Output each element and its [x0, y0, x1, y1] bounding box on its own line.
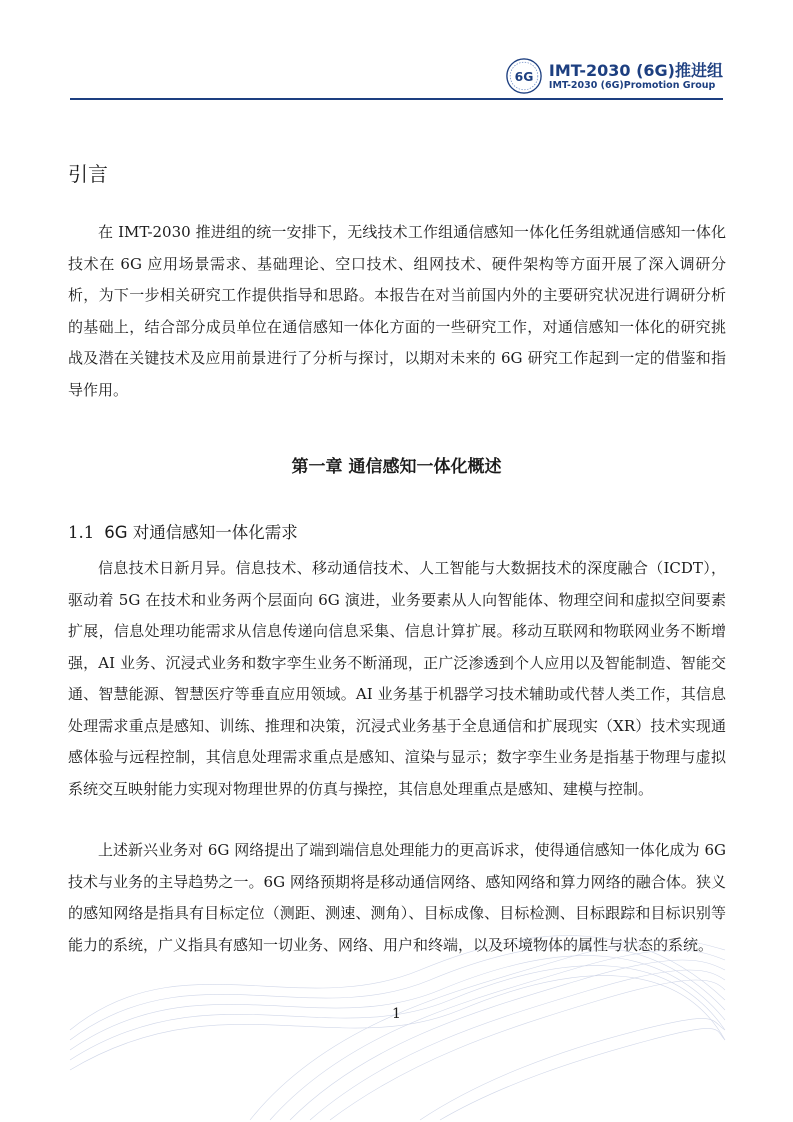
imt2030-logo-icon [505, 57, 543, 95]
section-title-text: 6G 对通信感知一体化需求 [104, 523, 298, 542]
chapter-heading: 第一章 通信感知一体化概述 [291, 457, 502, 477]
section-paragraph-2: 上述新兴业务对 6G 网络提出了端到端信息处理能力的更高诉求，使得通信感知一体化成为 6G 技术与业务的主导趋势之一。6G 网络预期将是移动通信网络、感知网络和算力网络的融合体。狭义的感知网络是指具有目标定位（测距、测速、测角）、目标成像、目标检测、目标跟踪和目标识别等能力的系统，广义指具有感知一切业务、网络、用户和终端，以及环境物体的属性与状态的系统。 [68, 841, 726, 954]
section-paragraph-1: 信息技术日新月异。信息技术、移动通信技术、人工智能与大数据技术的深度融合（ICDT），驱动着 5G 在技术和业务两个层面向 6G 演进，业务要素从人向智能体、物理空间和虚拟空间要素扩展，信息处理功能需求从信息传递向信息采集、信息计算扩展。移动互联网和物联网业务不断增强，AI 业务、沉浸式业务和数字孪生业务不断涌现，正广泛渗透到个人应用以及智能制造、智能交通、智慧能源、智慧医疗等垂直应用领域。AI 业务基于机器学习技术辅助或代替人类工作，其信息处理需求重点是感知、训练、推理和决策，沉浸式业务基于全息通信和扩展现实（XR）技术实现通感体验与远程控制，其信息处理需求重点是感知、渲染与显示；数字孪生业务是指基于物理与虚拟系统交互映射能力实现对物理世界的仿真与操控，其信息处理重点是感知、建模与控制。 [68, 559, 726, 798]
logo-subtitle: IMT-2030 (6G)Promotion Group [548, 79, 716, 91]
page-number: 1 [392, 1006, 401, 1022]
section-heading [68, 519, 298, 543]
logo-text [549, 61, 723, 92]
logo-title: IMT-2030 (6G)推进组 [548, 60, 723, 80]
header-divider [70, 98, 723, 100]
section-number: 1.1 [68, 523, 95, 542]
intro-paragraph: 在 IMT-2030 推进组的统一安排下，无线技术工作组通信感知一体化任务组就通信感知一体化技术在 6G 应用场景需求、基础理论、空口技术、组网技术、硬件架构等方面开展了深入调研分析，为下一步相关研究工作提供指导和思路。本报告在对当前国内外的主要研究状况进行调研分析的基础上，结合部分成员单位在通信感知一体化方面的一些研究工作，对通信感知一体化的研究挑战及潜在关键技术及应用前景进行了分析与探讨，以期对未来的 6G 研究工作起到一定的借鉴和指导作用。 [68, 223, 726, 399]
intro-heading: 引言 [68, 162, 108, 186]
page-header [505, 56, 723, 96]
logo-mark-text: 6G [514, 69, 534, 84]
